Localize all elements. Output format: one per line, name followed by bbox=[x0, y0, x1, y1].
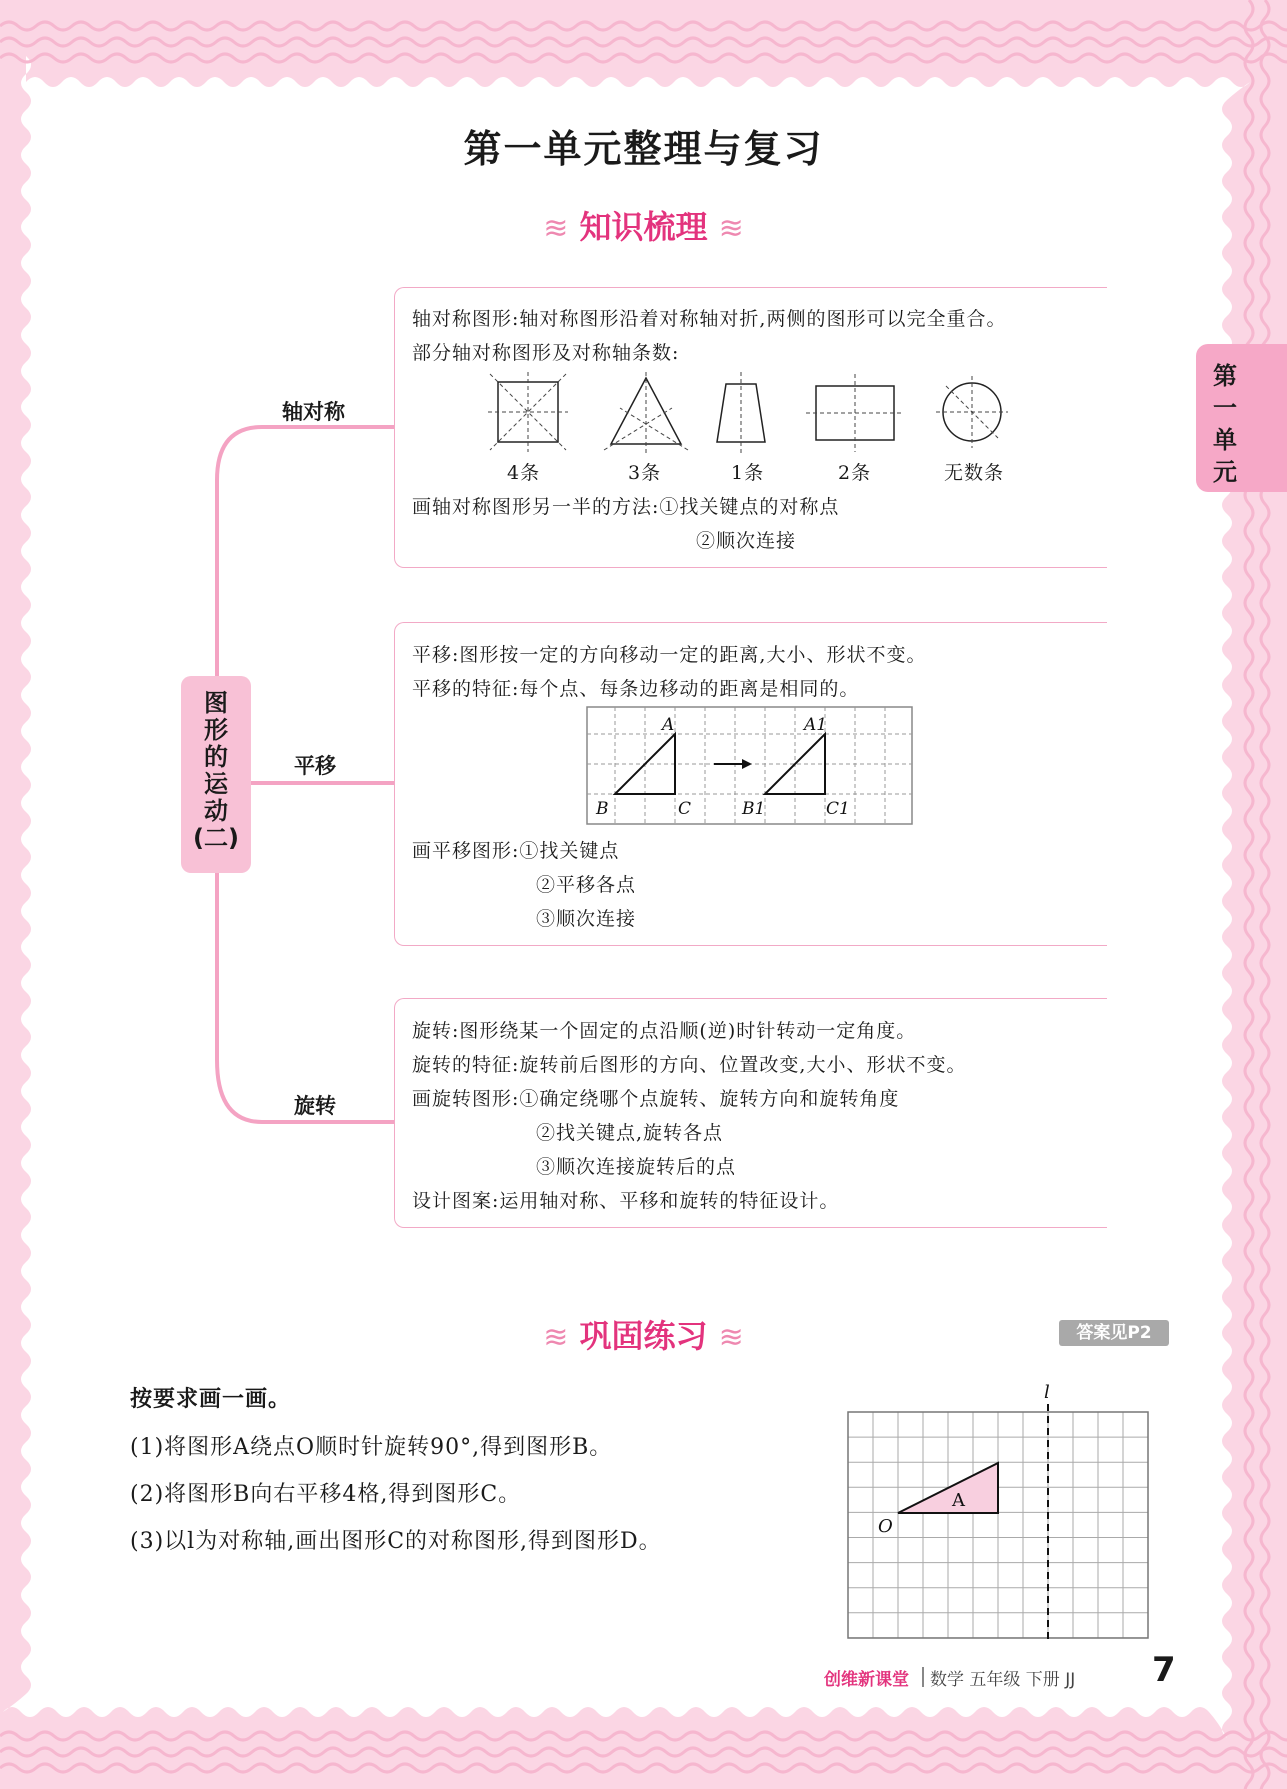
section-knowledge-heading bbox=[0, 202, 1287, 248]
answer-reference-badge: 答案见P2 bbox=[1059, 1320, 1169, 1346]
pattern-design-note: 设计图案:运用轴对称、平移和旋转的特征设计。 bbox=[412, 1190, 840, 1212]
section-knowledge-label: 知识梳理 bbox=[579, 208, 708, 246]
wave-decoration-icon: ≋ bbox=[543, 211, 569, 246]
exercise-heading: 按要求画一画。 bbox=[130, 1387, 292, 1412]
square-shape-icon bbox=[488, 372, 568, 452]
section-practice-label: 巩固练习 bbox=[579, 1317, 708, 1355]
equilateral-triangle-icon bbox=[604, 372, 688, 454]
translation-method-step2: ②平移各点 bbox=[536, 874, 637, 896]
point-label-o: O bbox=[878, 1516, 893, 1537]
rectangle-shape-icon bbox=[806, 374, 904, 452]
translation-method-step3: ③顺次连接 bbox=[536, 908, 637, 930]
shape-label-a: A bbox=[952, 1490, 965, 1511]
shape-label-triangle: 3条 bbox=[628, 462, 662, 484]
label-b1: B1 bbox=[742, 799, 766, 819]
branch-rotation: 旋转 bbox=[294, 1094, 336, 1118]
label-a: A bbox=[662, 715, 675, 735]
rotation-method-step2: ②找关键点,旋转各点 bbox=[536, 1122, 724, 1144]
translation-feature: 平移的特征:每个点、每条边移动的距离是相同的。 bbox=[412, 678, 860, 700]
axis-method-step2: ②顺次连接 bbox=[696, 530, 797, 552]
root-node-label bbox=[181, 690, 251, 852]
wave-decoration-icon: ≋ bbox=[718, 211, 744, 246]
footer-divider bbox=[922, 1667, 924, 1687]
axis-method-step1: 画轴对称图形另一半的方法:①找关键点的对称点 bbox=[412, 496, 840, 518]
translation-grid-figure bbox=[586, 706, 914, 826]
exercise-q2: (2)将图形B向右平移4格,得到图形C。 bbox=[130, 1482, 522, 1507]
exercise-grid bbox=[840, 1374, 1158, 1644]
root-node-text: 图形的运动 bbox=[204, 689, 228, 825]
label-a1: A1 bbox=[804, 715, 828, 735]
exercise-q1: (1)将图形A绕点O顺时针旋转90°,得到图形B。 bbox=[130, 1435, 613, 1460]
branch-axis-symmetry: 轴对称 bbox=[282, 400, 345, 424]
rotation-definition: 旋转:图形绕某一个固定的点沿顺(逆)时针转动一定角度。 bbox=[412, 1020, 917, 1042]
axis-label-l: l bbox=[1044, 1382, 1050, 1403]
page-title: 第一单元整理与复习 bbox=[463, 127, 824, 171]
rotation-feature: 旋转的特征:旋转前后图形的方向、位置改变,大小、形状不变。 bbox=[412, 1054, 967, 1076]
arrow-right-icon bbox=[742, 759, 752, 769]
root-node-subtext: (二) bbox=[193, 824, 239, 852]
side-tab-text: 第一单元 bbox=[1213, 362, 1237, 486]
shape-label-square: 4条 bbox=[507, 462, 541, 484]
footer-brand: 创维新课堂 bbox=[824, 1670, 909, 1690]
footer-info: 数学 五年级 下册 JJ bbox=[930, 1670, 1076, 1690]
shape-label-trapezoid: 1条 bbox=[731, 462, 765, 484]
label-b: B bbox=[596, 799, 609, 819]
translation-definition: 平移:图形按一定的方向移动一定的距离,大小、形状不变。 bbox=[412, 644, 927, 666]
translation-method-step1: 画平移图形:①找关键点 bbox=[412, 840, 620, 862]
wave-decoration-icon: ≋ bbox=[543, 1320, 569, 1355]
branch-translation: 平移 bbox=[294, 754, 336, 778]
shape-label-rectangle: 2条 bbox=[838, 462, 872, 484]
axis-shapes-intro: 部分轴对称图形及对称轴条数: bbox=[412, 342, 680, 364]
rotation-method-step1: 画旋转图形:①确定绕哪个点旋转、旋转方向和旋转角度 bbox=[412, 1088, 900, 1110]
label-c: C bbox=[678, 799, 692, 819]
shape-label-circle: 无数条 bbox=[944, 462, 1005, 484]
label-c1: C1 bbox=[826, 799, 850, 819]
symmetric-shapes-figure bbox=[480, 368, 1020, 468]
unit-side-tab-label bbox=[1202, 360, 1248, 488]
trapezoid-shape-icon bbox=[717, 372, 765, 454]
axis-definition: 轴对称图形:轴对称图形沿着对称轴对折,两侧的图形可以完全重合。 bbox=[412, 308, 1007, 330]
circle-shape-icon bbox=[936, 376, 1008, 448]
page-number: 7 bbox=[1152, 1650, 1176, 1690]
rotation-method-step3: ③顺次连接旋转后的点 bbox=[536, 1156, 737, 1178]
wave-decoration-icon: ≋ bbox=[718, 1320, 744, 1355]
exercise-q3: (3)以l为对称轴,画出图形C的对称图形,得到图形D。 bbox=[130, 1529, 662, 1554]
